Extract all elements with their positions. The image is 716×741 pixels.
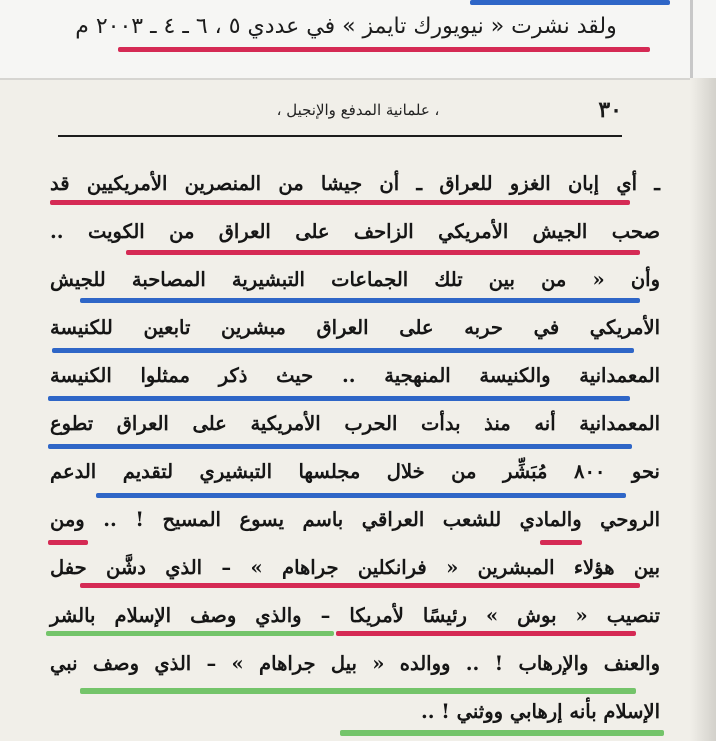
header-rule [58,135,622,137]
text-line: المعمدانية أنه منذ بدأت الحرب الأمريكية على العراق تطوع [50,412,660,435]
running-title: ، علمانية المدفع والإنجيل ، [276,101,440,119]
scan-border [690,0,693,78]
text-line: المعمدانية والكنيسة المنهجية .. حيث ذكر ممثلوا الكنيسة [50,364,660,387]
page-edge-shadow [690,78,716,741]
text-line: تنصيب « بوش » رئيسًا لأمريكا – والذي وصف الإسلام بالشر [50,604,660,627]
page-number: ٣٠ [598,97,622,123]
text-line: الأمريكي في حربه على العراق مبشرين تابعين للكنيسة [50,316,660,339]
text-line: صحب الجيش الأمريكي الزاحف على العراق من الكويت .. [50,220,660,243]
text-line: وأن « من بين تلك الجماعات التبشيرية المصاحبة للجيش [50,268,660,291]
previous-page-text: ولقد نشرت « نيويورك تايمز » في عددي ٥ ، ٦ ـ ٤ ـ ٢٠٠٣ م [75,14,617,39]
highlight-blue [470,0,670,5]
text-line: ـ أي إبان الغزو للعراق ـ أن جيشا من المنصرين الأمريكيين قد [50,172,660,195]
text-line: الروحي والمادي للشعب العراقي باسم يسوع المسيح ! .. ومن [50,508,660,531]
page-header [60,97,656,127]
text-line: والعنف والإرهاب ! .. ووالده « بيل جراهام » – الذي وصف نبي [50,652,660,675]
text-line: الإسلام بأنه إرهابي ووثني ! .. [420,700,660,723]
page-body [40,160,670,736]
highlight-red [118,47,650,52]
previous-page-strip [0,0,716,78]
text-line: نحو ٨٠٠ مُبَشِّر من خلال مجلسها التبشيري لتقديم الدعم [50,460,660,483]
page-gap [0,78,716,80]
text-line: بين هؤلاء المبشرين « فرانكلين جراهام » – الذي دشَّن حفل [50,556,660,579]
